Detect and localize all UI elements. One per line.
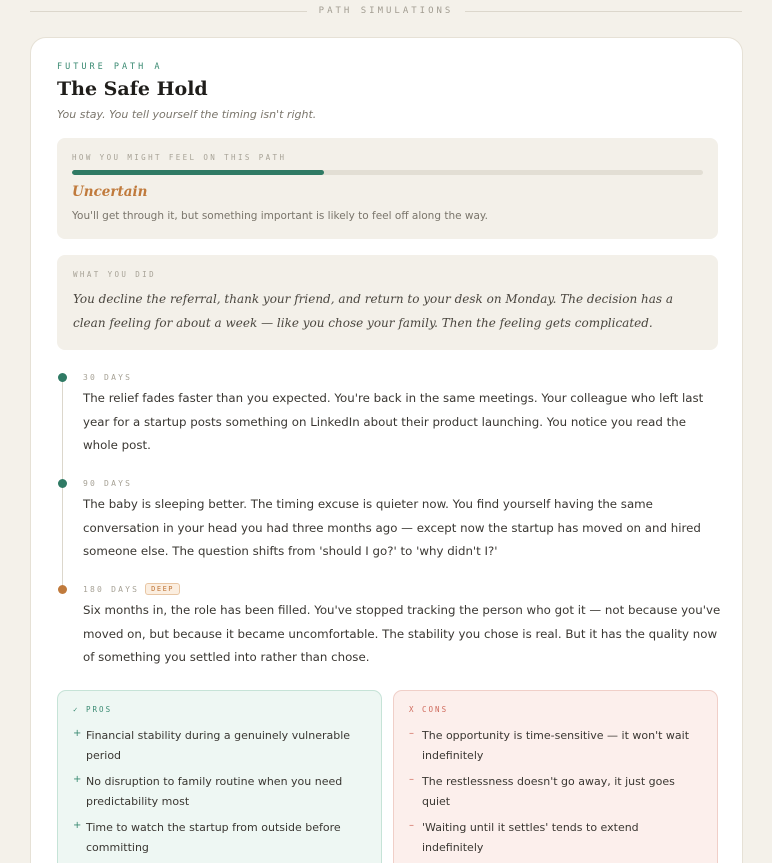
timeline-label: 30 DAYS	[83, 372, 133, 382]
timeline-text: Six months in, the role has been filled. You've stopped tracking the person who got it — not because you've moved on, but because it became uncomfortable. The stability you chose is real. But it has the quality now of something you settled into rather than chose.	[83, 603, 721, 664]
timeline-dot	[58, 585, 67, 594]
pros-list	[73, 726, 363, 863]
feel-meter-fill	[72, 170, 324, 175]
pros-item: + Time to watch the startup from outside before committing	[73, 818, 363, 857]
what-you-did-panel	[57, 255, 718, 350]
what-you-did-label: WHAT YOU DID	[73, 270, 156, 279]
pros-item: + No disruption to family routine when you need predictability most	[73, 772, 363, 811]
plus-icon: +	[73, 774, 82, 785]
path-subtitle: You stay. You tell yourself the timing isn't right.	[57, 108, 317, 121]
timeline-dot	[58, 373, 67, 382]
timeline-text: The relief fades faster than you expected. You're back in the same meetings. Your colleague who left last year for a startup posts something on LinkedIn about their product launching. You notice you read the whole post.	[83, 391, 704, 452]
divider-left	[30, 11, 307, 12]
path-eyebrow: FUTURE PATH A	[57, 62, 163, 72]
feel-description: You'll get through it, but something important is likely to feel off along the way.	[72, 210, 488, 222]
minus-icon: –	[409, 774, 414, 785]
pros-item: + Financial stability during a genuinely vulnerable period	[73, 726, 363, 765]
cons-item: – The restlessness doesn't go away, it just goes quiet	[409, 772, 699, 811]
timeline-label: 180 DAYS	[83, 584, 140, 594]
plus-icon: +	[73, 820, 82, 831]
divider-right	[465, 11, 742, 12]
feel-label: HOW YOU MIGHT FEEL ON THIS PATH	[72, 153, 287, 162]
cons-item: – 'Waiting until it settles' tends to extend indefinitely	[409, 818, 699, 857]
section-header	[30, 4, 742, 18]
timeline-dot	[58, 479, 67, 488]
pros-heading: ✓ PROS	[73, 705, 113, 714]
timeline-label: 90 DAYS	[83, 478, 133, 488]
pros-panel	[57, 690, 382, 863]
plus-icon: +	[73, 728, 82, 739]
cons-list	[409, 726, 699, 863]
cons-heading: X CONS	[409, 705, 449, 714]
feel-panel	[57, 138, 718, 239]
minus-icon: –	[409, 820, 414, 831]
cons-item: – The opportunity is time-sensitive — it won't wait indefinitely	[409, 726, 699, 765]
feel-meter	[72, 170, 703, 175]
path-title: The Safe Hold	[57, 78, 208, 100]
feel-word: Uncertain	[72, 184, 148, 200]
section-title: PATH SIMULATIONS	[318, 6, 454, 16]
what-you-did-text: You decline the referral, thank your friend, and return to your desk on Monday. The decision has a clean feeling for about a week — like you chose your family. Then the feeling gets complicated.	[73, 292, 674, 330]
path-card	[30, 37, 743, 863]
minus-icon: –	[409, 728, 414, 739]
cons-panel	[393, 690, 718, 863]
timeline-text: The baby is sleeping better. The timing excuse is quieter now. You find yourself having the same conversation in your head you had three months ago — except now the startup has moved on and hired someone else. The question shifts from 'should I go?' to 'why didn't I?'	[83, 497, 701, 558]
deep-badge: DEEP	[145, 583, 180, 595]
